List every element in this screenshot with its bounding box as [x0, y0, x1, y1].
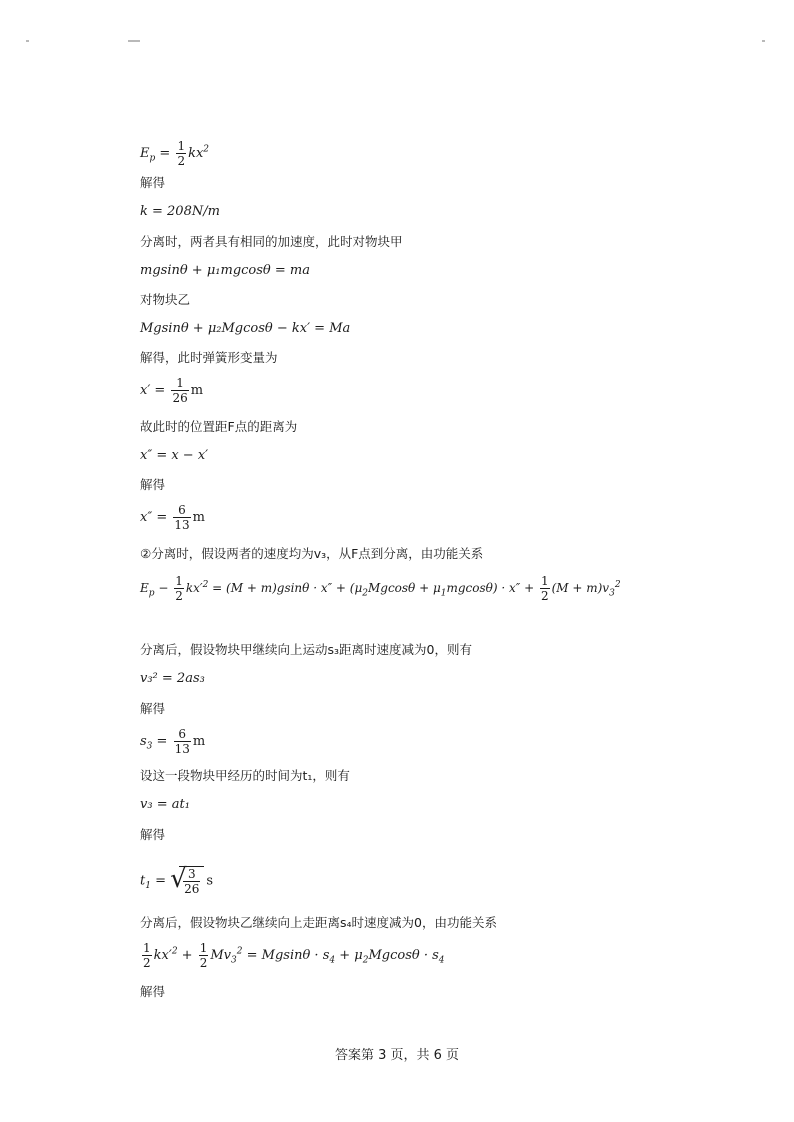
scan-speck: [26, 40, 29, 42]
formula-v3-squared: v₃² = 2as₃: [140, 671, 205, 686]
formula-block-yi: Mgsinθ + μ₂Mgcosθ − kx′ = Ma: [140, 321, 351, 336]
formula-spring-constant: k = 208N/m: [140, 204, 220, 219]
formula-x-double-prime-value: x″ = $\frac{6}{13}$ m: [140, 503, 205, 532]
text-line: 分离时，两者具有相同的加速度，此时对物块甲: [140, 234, 403, 249]
formula-t1: $t_1$ = √ $\frac{3}{26}$ s: [140, 864, 214, 896]
text-line: 解得: [140, 984, 166, 999]
page-footer: 答案第 3 页，共 6 页: [334, 1048, 460, 1063]
formula-block-jia: mgsinθ + μ₁mgcosθ = ma: [140, 263, 310, 278]
text-line: 解得: [140, 827, 166, 842]
text-line: 对物块乙: [140, 292, 191, 307]
text-line: 故此时的位置距F点的距离为: [140, 419, 298, 434]
text-line: 解得，此时弹簧形变量为: [140, 350, 278, 365]
formula-x-prime: x′ = $\frac{1}{26}$ m: [140, 376, 204, 405]
formula-s3: $s_3$ = $\frac{6}{13}$ m: [140, 727, 206, 756]
formula-yi-energy: $\frac{1}{2}$ $kx'^2$ + $\frac{1}{2}$ $Mv_3^2 = Mgsin\theta \cdot s_4 + \mu_2Mgcos\theta \cdot s_4$: [143, 941, 445, 970]
scan-speck: [128, 40, 140, 42]
text-line: 解得: [140, 701, 166, 716]
scan-speck: [762, 40, 765, 42]
text-line: 分离后，假设物块甲继续向上运动s₃距离时速度减为0，则有: [140, 642, 472, 657]
formula-x-double-prime: x″ = x − x′: [140, 448, 209, 463]
formula-energy-relation: $E_p$ − $\frac{1}{2}$ $kx'^2 = (M + m)gsin\theta \cdot x'' + (\mu_2Mgcos\theta + \mu_1mgcos\theta) \cdot x''$ + $\frac{1}{2}$ $(M + m)v_3^2$: [140, 574, 621, 603]
text-line: ②分离时，假设两者的速度均为v₃，从F点到分离，由功能关系: [140, 546, 484, 561]
formula-v3-at: v₃ = at₁: [140, 797, 190, 812]
text-line: 分离后，假设物块乙继续向上走距离s₄时速度减为0，由功能关系: [140, 915, 497, 930]
text-line: 设这一段物块甲经历的时间为t₁，则有: [140, 768, 350, 783]
formula-elastic-energy: $E_p$ = $\frac{1}{2}$ $kx^2$: [140, 139, 210, 168]
text-line: 解得: [140, 477, 166, 492]
text-line: 解得: [140, 175, 166, 190]
